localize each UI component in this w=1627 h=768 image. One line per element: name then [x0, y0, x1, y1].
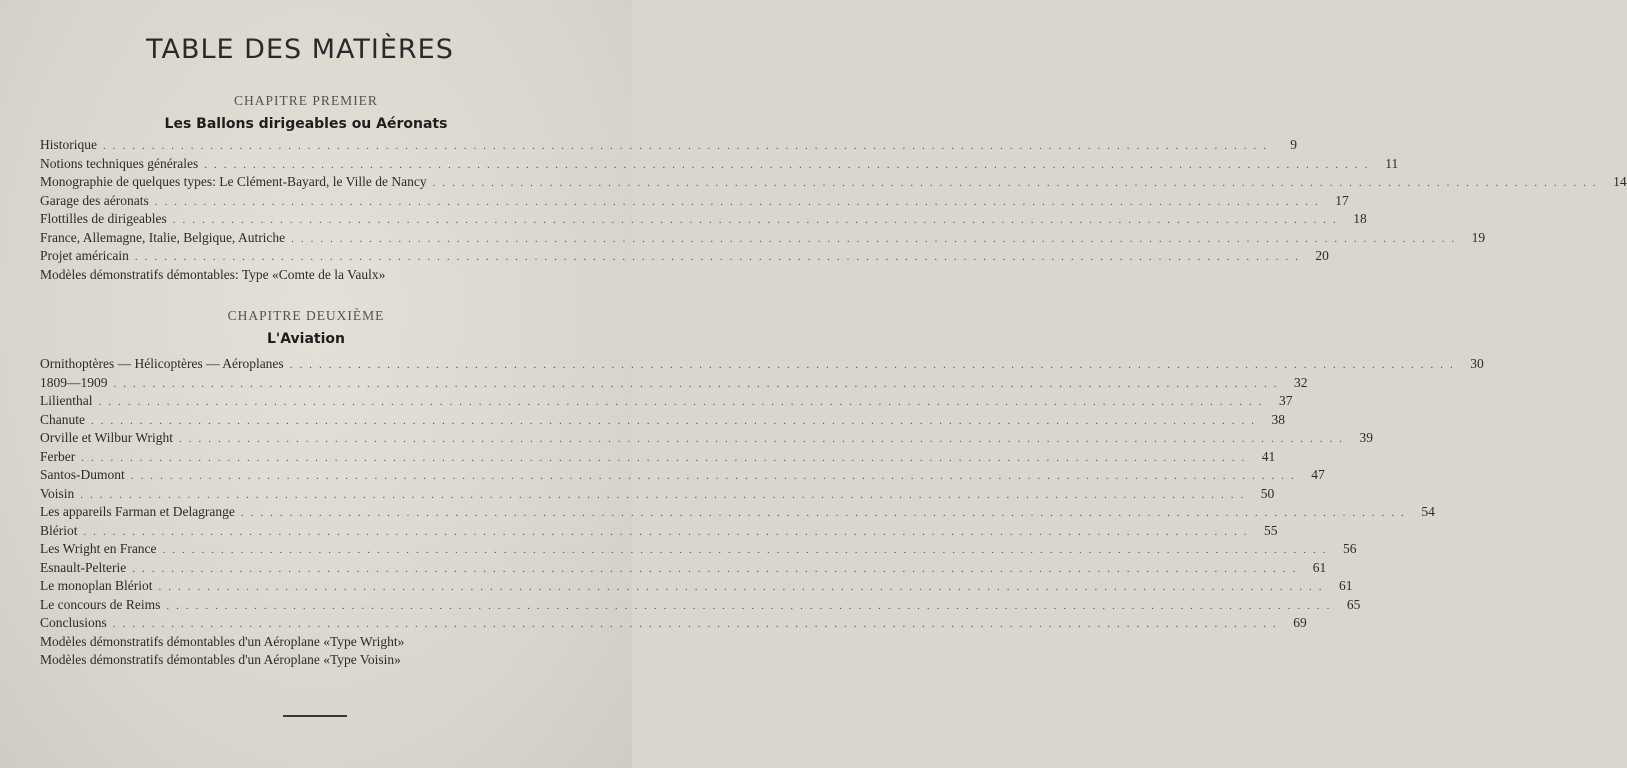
- toc-entry: [40, 633, 570, 652]
- toc-entry-page: 19: [1471, 229, 1486, 245]
- toc-entry: [40, 392, 1293, 411]
- toc-entry-label: Conclusions: [40, 615, 107, 630]
- dot-leader: ........................................................................................................................: [91, 414, 1261, 427]
- toc-entry: [40, 485, 1275, 504]
- dot-leader: ........................................................................................................................: [98, 396, 1269, 408]
- chapter-1-heading: CHAPITRE PREMIER: [234, 93, 378, 108]
- page-title: TABLE DES MATIÈRES: [146, 34, 454, 65]
- dot-leader: ........................................................................................................................: [432, 177, 1603, 189]
- dot-leader: ........................................................................................................................: [204, 158, 1375, 171]
- toc-entry-page: 47: [1311, 467, 1325, 482]
- dot-leader: ........................................................................................................................: [240, 507, 1411, 519]
- dot-leader: ........................................................................................................................: [166, 599, 1337, 612]
- toc-entry-page: 11: [1385, 155, 1399, 171]
- chapter-1-entries: [40, 136, 1627, 284]
- toc-entry-label: Modèles démonstratifs démontables: Type «Comte de la Vaulx»: [40, 266, 386, 282]
- toc-entry: [40, 559, 1327, 578]
- toc-entry: [40, 596, 1361, 615]
- toc-entry-label: Flottilles de dirigeables: [40, 211, 167, 226]
- toc-entry-label: Modèles démonstratifs démontables d'un Aéroplane «Type Wright»: [40, 633, 405, 649]
- toc-entry: [40, 247, 1329, 266]
- toc-entry-label: Notions techniques générales: [40, 155, 199, 171]
- dot-leader: ........................................................................................................................: [289, 359, 1460, 371]
- toc-entry: [40, 429, 1374, 448]
- toc-entry-label: Chanute: [40, 411, 85, 427]
- toc-entry-page: 55: [1264, 522, 1278, 538]
- toc-entry: [40, 173, 1627, 192]
- toc-entry-page: 39: [1359, 430, 1374, 445]
- toc-entry-page: 61: [1338, 578, 1353, 593]
- toc-entry-page: 41: [1261, 448, 1276, 464]
- toc-entry-label: Le monoplan Blériot: [40, 578, 153, 593]
- toc-entry: [40, 411, 1285, 430]
- chapter-2-entries: [40, 355, 1484, 670]
- toc-entry: [40, 466, 1325, 485]
- toc-entry-label: Esnault-Pelterie: [40, 559, 127, 575]
- toc-entry-label: Ferber: [40, 448, 76, 464]
- toc-entry-label: Projet américain: [40, 248, 129, 263]
- toc-entry-label: Monographie de quelques types: Le Clément-Bayard, le Ville de Nancy: [40, 174, 427, 189]
- dot-leader: ........................................................................................................................: [162, 544, 1333, 556]
- dot-leader: ........................................................................................................................: [134, 251, 1305, 263]
- toc-entry-page: 17: [1335, 192, 1349, 208]
- chapter-2-heading: CHAPITRE DEUXIÈME: [227, 308, 385, 323]
- toc-entry-label: Les Wright en France: [40, 541, 157, 556]
- toc-entry-label: Santos-Dumont: [40, 467, 125, 482]
- dot-leader: ........................................................................................................................: [80, 488, 1251, 501]
- toc-entry: [40, 374, 1308, 393]
- toc-entry-page: 50: [1260, 485, 1275, 501]
- toc-entry: [40, 210, 1367, 229]
- toc-entry-page: 56: [1343, 541, 1357, 556]
- dot-leader: ........................................................................................................................: [83, 525, 1254, 538]
- dot-leader: ........................................................................................................................: [113, 377, 1284, 390]
- toc-entry-label: Le concours de Reims: [40, 596, 161, 612]
- toc-entry: [40, 136, 1297, 155]
- chapter-2-subtitle: L'Aviation: [267, 331, 345, 347]
- toc-entry-page: 32: [1294, 374, 1308, 390]
- toc-entry: [40, 355, 1484, 374]
- toc-entry-label: Lilienthal: [40, 393, 93, 408]
- toc-entry-page: 65: [1346, 596, 1361, 612]
- toc-entry-page: 14: [1613, 174, 1627, 189]
- toc-entry: [40, 503, 1435, 522]
- toc-entry-label: Voisin: [40, 485, 75, 501]
- toc-entry-label: Orville et Wilbur Wright: [40, 430, 174, 445]
- toc-entry: [40, 522, 1278, 541]
- dot-leader: ........................................................................................................................: [158, 581, 1329, 593]
- toc-entry-label: Les appareils Farman et Delagrange: [40, 504, 235, 519]
- toc-entry-label: 1809—1909: [40, 374, 108, 390]
- toc-entry: [40, 229, 1486, 248]
- toc-entry-page: 69: [1293, 615, 1307, 630]
- toc-entry-page: 18: [1353, 211, 1367, 226]
- toc-entry: [40, 651, 570, 670]
- toc-entry-page: 61: [1312, 559, 1327, 575]
- toc-entry-page: 30: [1470, 356, 1484, 371]
- toc-entry: [40, 540, 1357, 559]
- toc-entry-page: 9: [1290, 137, 1297, 152]
- dot-leader: ........................................................................................................................: [179, 433, 1350, 445]
- end-rule: [283, 715, 347, 717]
- dot-leader: ........................................................................................................................: [103, 140, 1273, 152]
- toc-entry: [40, 448, 1276, 467]
- toc-entry-page: 54: [1421, 504, 1435, 519]
- toc-entry-page: 37: [1278, 393, 1293, 408]
- dot-leader: ........................................................................................................................: [132, 562, 1303, 575]
- toc-entry: [40, 155, 1399, 174]
- toc-entry-label: Historique: [40, 137, 97, 152]
- dot-leader: ........................................................................................................................: [81, 451, 1252, 464]
- toc-entry: [40, 192, 1349, 211]
- toc-entry-label: Ornithoptères — Hélicoptères — Aéroplanes: [40, 356, 284, 371]
- toc-entry-label: France, Allemagne, Italie, Belgique, Autriche: [40, 229, 286, 245]
- chapter-1-subtitle: Les Ballons dirigeables ou Aéronats: [164, 116, 448, 132]
- toc-entry-label: Garage des aéronats: [40, 192, 149, 208]
- toc-entry-page: 38: [1271, 411, 1285, 427]
- toc-entry-page: 20: [1315, 248, 1329, 263]
- toc-entry: [40, 266, 570, 285]
- dot-leader: ........................................................................................................................: [130, 470, 1301, 482]
- toc-entry-label: Blériot: [40, 522, 78, 538]
- toc-entry: [40, 614, 1307, 633]
- toc-entry: [40, 577, 1353, 596]
- dot-leader: ........................................................................................................................: [172, 214, 1343, 226]
- dot-leader: ........................................................................................................................: [291, 232, 1462, 245]
- toc-entry-label: Modèles démonstratifs démontables d'un Aéroplane «Type Voisin»: [40, 652, 401, 667]
- dot-leader: ........................................................................................................................: [154, 195, 1325, 208]
- dot-leader: ........................................................................................................................: [112, 618, 1283, 630]
